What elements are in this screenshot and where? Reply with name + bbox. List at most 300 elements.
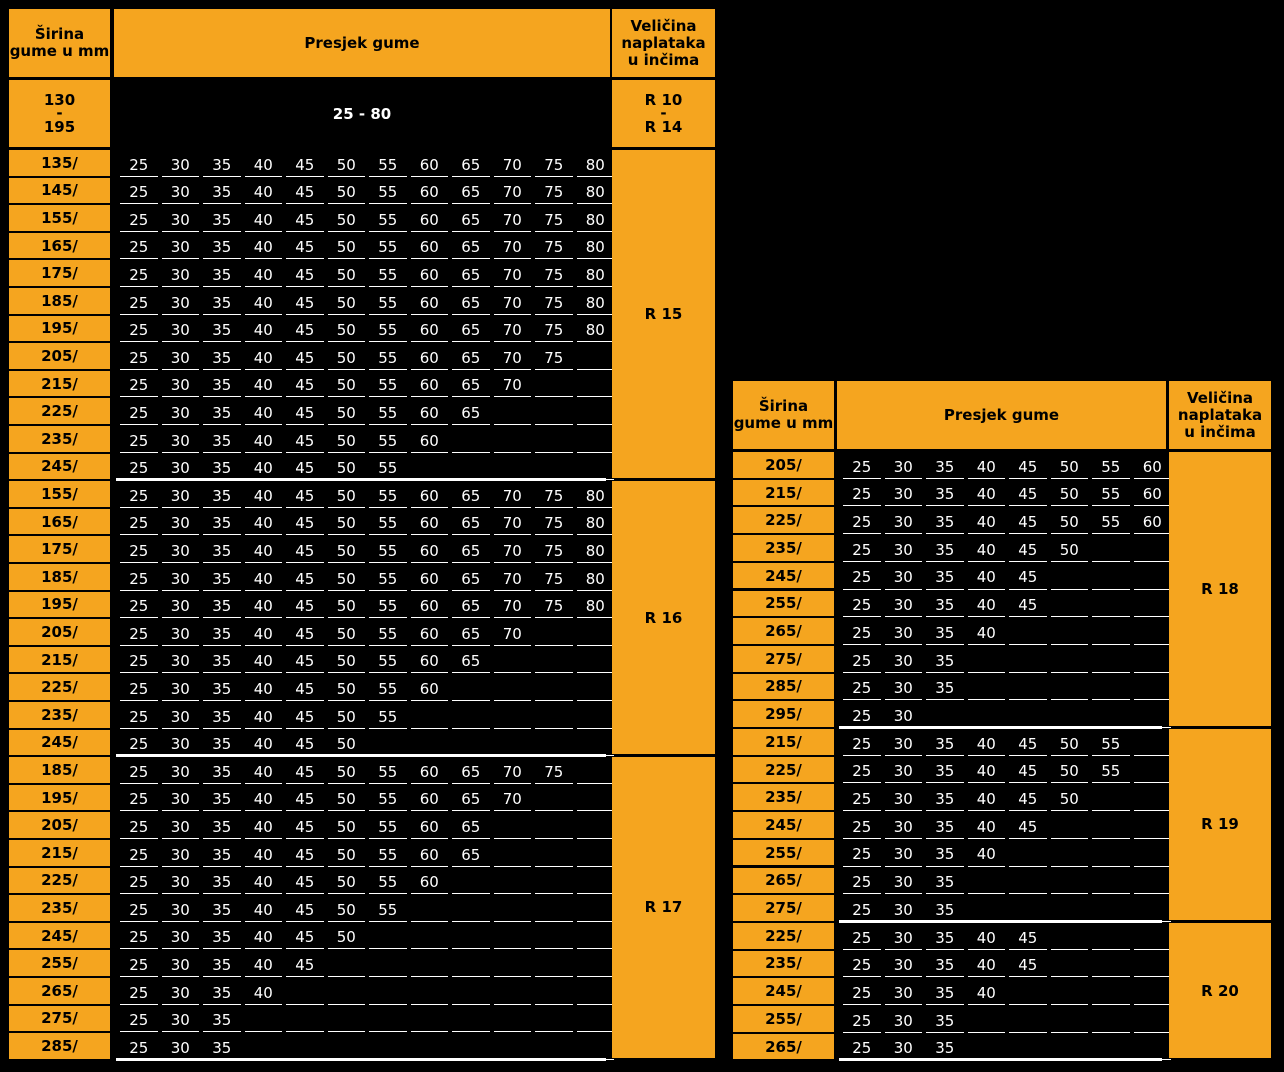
profile-value: 55: [378, 348, 398, 367]
cell-underline: [885, 561, 923, 562]
cell-underline: [843, 949, 881, 950]
cell-underline: [968, 533, 1006, 534]
profile-value: 45: [295, 348, 315, 367]
cell-underline: [843, 672, 881, 673]
profile-value: 30: [893, 817, 913, 836]
profile-value: 40: [976, 734, 996, 753]
profile-value: 55: [378, 845, 398, 864]
cell-underline: [968, 589, 1006, 590]
profile-value: 60: [419, 183, 439, 202]
profile-value: 30: [170, 762, 190, 781]
profile-value: 30: [893, 623, 913, 642]
profile-value: 60: [419, 321, 439, 340]
cell-underline: [885, 644, 923, 645]
profile-value: 25: [129, 652, 149, 671]
cell-underline: [1009, 1004, 1047, 1005]
profile-value: 45: [295, 431, 315, 450]
cell-underline: [1134, 1032, 1172, 1033]
profile-value: 80: [585, 183, 605, 202]
profile-value: 55: [378, 376, 398, 395]
profile-value: 80: [585, 597, 605, 616]
cell-underline: [926, 616, 964, 617]
cell-underline: [968, 1032, 1006, 1033]
profile-value: 65: [461, 238, 481, 257]
profile-value: 25: [852, 873, 872, 892]
tire-width-cell: 135/: [9, 150, 110, 176]
profile-value: 45: [295, 459, 315, 478]
profile-value: 80: [585, 514, 605, 533]
profile-value: 50: [336, 348, 356, 367]
cell-underline: [968, 810, 1006, 811]
profile-value: 65: [461, 541, 481, 560]
cell-underline: [1051, 1004, 1089, 1005]
profile-value: 60: [419, 873, 439, 892]
cell-underline: [843, 699, 881, 700]
cell-underline: [926, 561, 964, 562]
profile-value: 45: [295, 845, 315, 864]
profile-value: 30: [170, 514, 190, 533]
cell-underline: [1009, 478, 1047, 479]
profile-value: 40: [976, 596, 996, 615]
cell-underline: [1051, 672, 1089, 673]
profile-value: 35: [935, 651, 955, 670]
profile-value: 65: [461, 210, 481, 229]
cell-underline: [1092, 755, 1130, 756]
profile-value: 60: [419, 790, 439, 809]
profile-value: 65: [461, 597, 481, 616]
cell-underline: [843, 838, 881, 839]
header-width: Širina gume u mm: [733, 381, 834, 449]
profile-value: 60: [419, 679, 439, 698]
cell-underline: [885, 505, 923, 506]
profile-value: 30: [170, 597, 190, 616]
profile-value: 45: [295, 376, 315, 395]
tire-width-cell: 205/: [9, 343, 110, 369]
rim-size-cell: R 18: [1169, 452, 1271, 726]
tire-width-cell: 225/: [733, 923, 834, 949]
tire-width-cell: 165/: [9, 233, 110, 259]
profile-value: 55: [378, 817, 398, 836]
cell-underline: [1134, 589, 1172, 590]
profile-value: 75: [544, 321, 564, 340]
profile-value: 40: [253, 348, 273, 367]
profile-value: 65: [461, 624, 481, 643]
profile-value: 45: [295, 238, 315, 257]
profile-value: 25: [129, 735, 149, 754]
tire-width-cell: 225/: [9, 398, 110, 424]
cell-underline: [1009, 976, 1047, 977]
cell-underline: [843, 505, 881, 506]
rim-size-cell: R 17: [612, 757, 715, 1058]
profile-value: 25: [852, 928, 872, 947]
cell-underline: [1092, 949, 1130, 950]
cell-underline: [1051, 589, 1089, 590]
tire-width-cell: 175/: [9, 536, 110, 562]
profile-value: 25: [852, 900, 872, 919]
cell-underline: [1051, 782, 1089, 783]
cell-underline: [926, 1004, 964, 1005]
profile-value: 35: [212, 817, 232, 836]
profile-value: 75: [544, 514, 564, 533]
profile-value: 25: [129, 900, 149, 919]
profile-value: 35: [935, 1011, 955, 1030]
profile-value: 80: [585, 569, 605, 588]
profile-value: 30: [170, 210, 190, 229]
tire-width-cell: 265/: [733, 868, 834, 894]
profile-value: 35: [212, 597, 232, 616]
tire-width-cell: 215/: [9, 371, 110, 397]
profile-value: 40: [253, 183, 273, 202]
cell-underline: [1051, 755, 1089, 756]
rim-size-cell: R 16: [612, 481, 715, 754]
profile-value: 30: [893, 540, 913, 559]
profile-value: 60: [419, 652, 439, 671]
profile-value: 60: [1142, 513, 1162, 532]
profile-value: 40: [253, 983, 273, 1002]
profile-value: 40: [253, 955, 273, 974]
tire-width-cell: 265/: [733, 618, 834, 644]
profile-value: 25: [129, 873, 149, 892]
cell-underline: [1009, 699, 1047, 700]
profile-value: 30: [170, 238, 190, 257]
profile-value: 35: [212, 1038, 232, 1057]
cell-underline: [968, 755, 1006, 756]
cell-underline: [1092, 672, 1130, 673]
profile-value: 80: [585, 486, 605, 505]
cell-underline: [1134, 561, 1172, 562]
cell-underline: [1051, 810, 1089, 811]
profile-value: 45: [295, 569, 315, 588]
profile-value: 50: [336, 514, 356, 533]
profile-value: 50: [1059, 762, 1079, 781]
profile-value: 75: [544, 486, 564, 505]
tire-width-cell: 275/: [733, 895, 834, 921]
profile-value: 25: [129, 762, 149, 781]
profile-value: 35: [212, 431, 232, 450]
profile-value: 45: [295, 403, 315, 422]
profile-value: 30: [170, 183, 190, 202]
tire-width-cell: 225/: [733, 757, 834, 783]
profile-value: 25: [129, 679, 149, 698]
cell-underline: [843, 893, 881, 894]
tire-width-cell: 235/: [733, 535, 834, 561]
profile-value: 50: [1059, 790, 1079, 809]
cell-underline: [968, 893, 1006, 894]
cell-underline: [1051, 838, 1089, 839]
profile-value: 50: [336, 183, 356, 202]
cell-underline: [1092, 644, 1130, 645]
profile-value: 55: [378, 762, 398, 781]
cell-underline: [926, 644, 964, 645]
cell-underline: [926, 782, 964, 783]
profile-value: 50: [336, 403, 356, 422]
profile-value: 40: [253, 817, 273, 836]
profile-value: 65: [461, 293, 481, 312]
tire-width-cell: 205/: [733, 452, 834, 478]
intro-width-part: 130: [43, 91, 76, 109]
profile-value: 45: [295, 790, 315, 809]
cell-underline: [968, 478, 1006, 479]
profile-value: 55: [378, 459, 398, 478]
cell-underline: [1134, 478, 1172, 479]
profile-value: 50: [336, 652, 356, 671]
profile-value: 60: [419, 817, 439, 836]
profile-value: 55: [378, 541, 398, 560]
profile-value: 75: [544, 155, 564, 174]
profile-value: 60: [419, 348, 439, 367]
profile-value: 70: [502, 376, 522, 395]
tire-width-cell: 215/: [9, 840, 110, 866]
profile-value: 50: [336, 597, 356, 616]
profile-value: 40: [253, 265, 273, 284]
profile-value: 45: [295, 762, 315, 781]
profile-value: 60: [419, 569, 439, 588]
profile-value: 45: [295, 873, 315, 892]
profile-value: 35: [212, 459, 232, 478]
tire-width-cell: 145/: [9, 178, 110, 204]
profile-value: 35: [935, 679, 955, 698]
cell-underline: [1051, 866, 1089, 867]
profile-value: 70: [502, 238, 522, 257]
tire-width-cell: 265/: [9, 978, 110, 1004]
profile-value: 25: [129, 541, 149, 560]
profile-value: 50: [1059, 485, 1079, 504]
profile-value: 25: [129, 293, 149, 312]
cell-underline: [1009, 893, 1047, 894]
cell-underline: [1092, 893, 1130, 894]
profile-value: 35: [212, 403, 232, 422]
profile-value: 45: [295, 265, 315, 284]
profile-value: 25: [129, 790, 149, 809]
profile-value: 30: [893, 873, 913, 892]
cell-underline: [926, 699, 964, 700]
profile-value: 40: [253, 403, 273, 422]
cell-underline: [843, 589, 881, 590]
profile-value: 65: [461, 348, 481, 367]
cell-underline: [1092, 533, 1130, 534]
profile-value: 25: [852, 623, 872, 642]
profile-value: 45: [295, 541, 315, 560]
profile-value: 70: [502, 155, 522, 174]
profile-value: 65: [461, 514, 481, 533]
cell-underline: [968, 949, 1006, 950]
profile-value: 35: [212, 652, 232, 671]
profile-value: 30: [170, 652, 190, 671]
profile-value: 35: [212, 486, 232, 505]
profile-value: 30: [170, 679, 190, 698]
profile-value: 60: [419, 624, 439, 643]
profile-value: 80: [585, 321, 605, 340]
cell-underline: [885, 589, 923, 590]
profile-value: 30: [170, 790, 190, 809]
cell-underline: [885, 782, 923, 783]
profile-value: 45: [295, 155, 315, 174]
tire-width-cell: 235/: [9, 895, 110, 921]
cell-underline: [1009, 644, 1047, 645]
cell-underline: [885, 672, 923, 673]
profile-value: 25: [129, 376, 149, 395]
profile-value: 60: [419, 293, 439, 312]
tire-width-cell: 215/: [9, 647, 110, 673]
profile-value: 50: [336, 735, 356, 754]
profile-value: 45: [295, 597, 315, 616]
cell-underline: [843, 533, 881, 534]
cell-underline: [1009, 561, 1047, 562]
profile-value: 35: [212, 707, 232, 726]
intro-profile-range: 25 - 80: [114, 80, 610, 147]
profile-value: 35: [212, 265, 232, 284]
profile-value: 25: [129, 569, 149, 588]
profile-value: 60: [1142, 485, 1162, 504]
profile-value: 35: [935, 540, 955, 559]
tire-width-cell: 275/: [733, 646, 834, 672]
profile-value: 30: [170, 348, 190, 367]
profile-value: 40: [976, 790, 996, 809]
profile-value: 40: [253, 707, 273, 726]
profile-value: 35: [212, 762, 232, 781]
cell-underline: [843, 1032, 881, 1033]
profile-value: 60: [1142, 457, 1162, 476]
profile-value: 30: [170, 735, 190, 754]
cell-underline: [1092, 616, 1130, 617]
profile-value: 65: [461, 845, 481, 864]
cell-underline: [926, 478, 964, 479]
profile-value: 75: [544, 183, 564, 202]
profile-value: 55: [378, 155, 398, 174]
profile-value: 55: [378, 873, 398, 892]
cell-underline: [968, 505, 1006, 506]
profile-value: 30: [893, 900, 913, 919]
cell-underline: [926, 589, 964, 590]
tire-width-cell: 265/: [733, 1034, 834, 1060]
cell-underline: [885, 976, 923, 977]
profile-value: 60: [419, 265, 439, 284]
cell-underline: [885, 893, 923, 894]
profile-value: 25: [852, 790, 872, 809]
cell-underline: [968, 782, 1006, 783]
profile-value: 30: [170, 541, 190, 560]
profile-value: 40: [976, 845, 996, 864]
tire-width-cell: 255/: [733, 840, 834, 866]
profile-value: 70: [502, 348, 522, 367]
profile-value: 25: [852, 596, 872, 615]
profile-value: 40: [976, 513, 996, 532]
profile-value: 40: [253, 238, 273, 257]
profile-value: 70: [502, 762, 522, 781]
profile-value: 70: [502, 210, 522, 229]
profile-value: 50: [336, 155, 356, 174]
cell-underline: [843, 810, 881, 811]
profile-value: 65: [461, 265, 481, 284]
profile-value: 25: [852, 983, 872, 1002]
profile-value: 65: [461, 652, 481, 671]
profile-value: 25: [852, 568, 872, 587]
header-rim: Veličina naplataka u inčima: [612, 9, 715, 77]
profile-value: 35: [935, 1039, 955, 1058]
tire-width-cell: 195/: [9, 316, 110, 342]
cell-underline: [968, 976, 1006, 977]
cell-underline: [926, 866, 964, 867]
profile-value: 40: [253, 321, 273, 340]
tire-width-cell: 235/: [9, 702, 110, 728]
profile-value: 25: [129, 459, 149, 478]
profile-value: 35: [212, 238, 232, 257]
profile-value: 25: [129, 238, 149, 257]
cell-underline: [1134, 533, 1172, 534]
cell-underline: [885, 616, 923, 617]
cell-underline: [843, 782, 881, 783]
intro-width-part: -: [56, 104, 63, 122]
profile-value: 45: [295, 183, 315, 202]
profile-value: 60: [419, 210, 439, 229]
profile-value: 30: [170, 459, 190, 478]
profile-value: 40: [253, 293, 273, 312]
profile-value: 45: [295, 293, 315, 312]
tire-width-cell: 255/: [733, 1006, 834, 1032]
profile-value: 55: [1101, 485, 1121, 504]
cell-underline: [1009, 1032, 1047, 1033]
profile-value: 25: [852, 679, 872, 698]
profile-value: 75: [544, 541, 564, 560]
cell-underline: [926, 810, 964, 811]
tire-width-cell: 225/: [9, 868, 110, 894]
profile-value: 75: [544, 762, 564, 781]
profile-value: 40: [253, 376, 273, 395]
profile-value: 45: [1018, 568, 1038, 587]
tire-width-cell: 215/: [733, 729, 834, 755]
rim-size-cell: R 15: [612, 150, 715, 478]
profile-value: 50: [1059, 513, 1079, 532]
cell-underline: [885, 1032, 923, 1033]
profile-value: 40: [253, 597, 273, 616]
profile-value: 35: [212, 900, 232, 919]
rim-size-cell: R 19: [1169, 729, 1271, 920]
cell-underline: [1092, 866, 1130, 867]
cell-underline: [926, 838, 964, 839]
tire-width-cell: 175/: [9, 260, 110, 286]
cell-underline: [1134, 1004, 1172, 1005]
profile-value: 70: [502, 514, 522, 533]
profile-value: 50: [336, 459, 356, 478]
tire-width-cell: 255/: [9, 950, 110, 976]
profile-value: 25: [852, 513, 872, 532]
profile-value: 75: [544, 293, 564, 312]
profile-value: 35: [212, 624, 232, 643]
profile-value: 35: [212, 321, 232, 340]
tire-width-cell: 205/: [9, 812, 110, 838]
profile-value: 50: [336, 238, 356, 257]
profile-value: 35: [935, 457, 955, 476]
tire-width-cell: 215/: [733, 480, 834, 506]
cell-underline: [968, 561, 1006, 562]
profile-value: 30: [893, 1011, 913, 1030]
profile-value: 40: [253, 679, 273, 698]
profile-value: 25: [129, 486, 149, 505]
cell-underline: [968, 616, 1006, 617]
cell-underline: [1134, 838, 1172, 839]
profile-value: 25: [129, 624, 149, 643]
profile-value: 35: [935, 596, 955, 615]
profile-value: 55: [378, 210, 398, 229]
profile-value: 55: [1101, 762, 1121, 781]
profile-value: 55: [378, 707, 398, 726]
profile-value: 45: [295, 210, 315, 229]
profile-value: 30: [170, 403, 190, 422]
profile-value: 60: [419, 762, 439, 781]
profile-value: 30: [893, 983, 913, 1002]
cell-underline: [885, 1004, 923, 1005]
profile-value: 40: [253, 624, 273, 643]
